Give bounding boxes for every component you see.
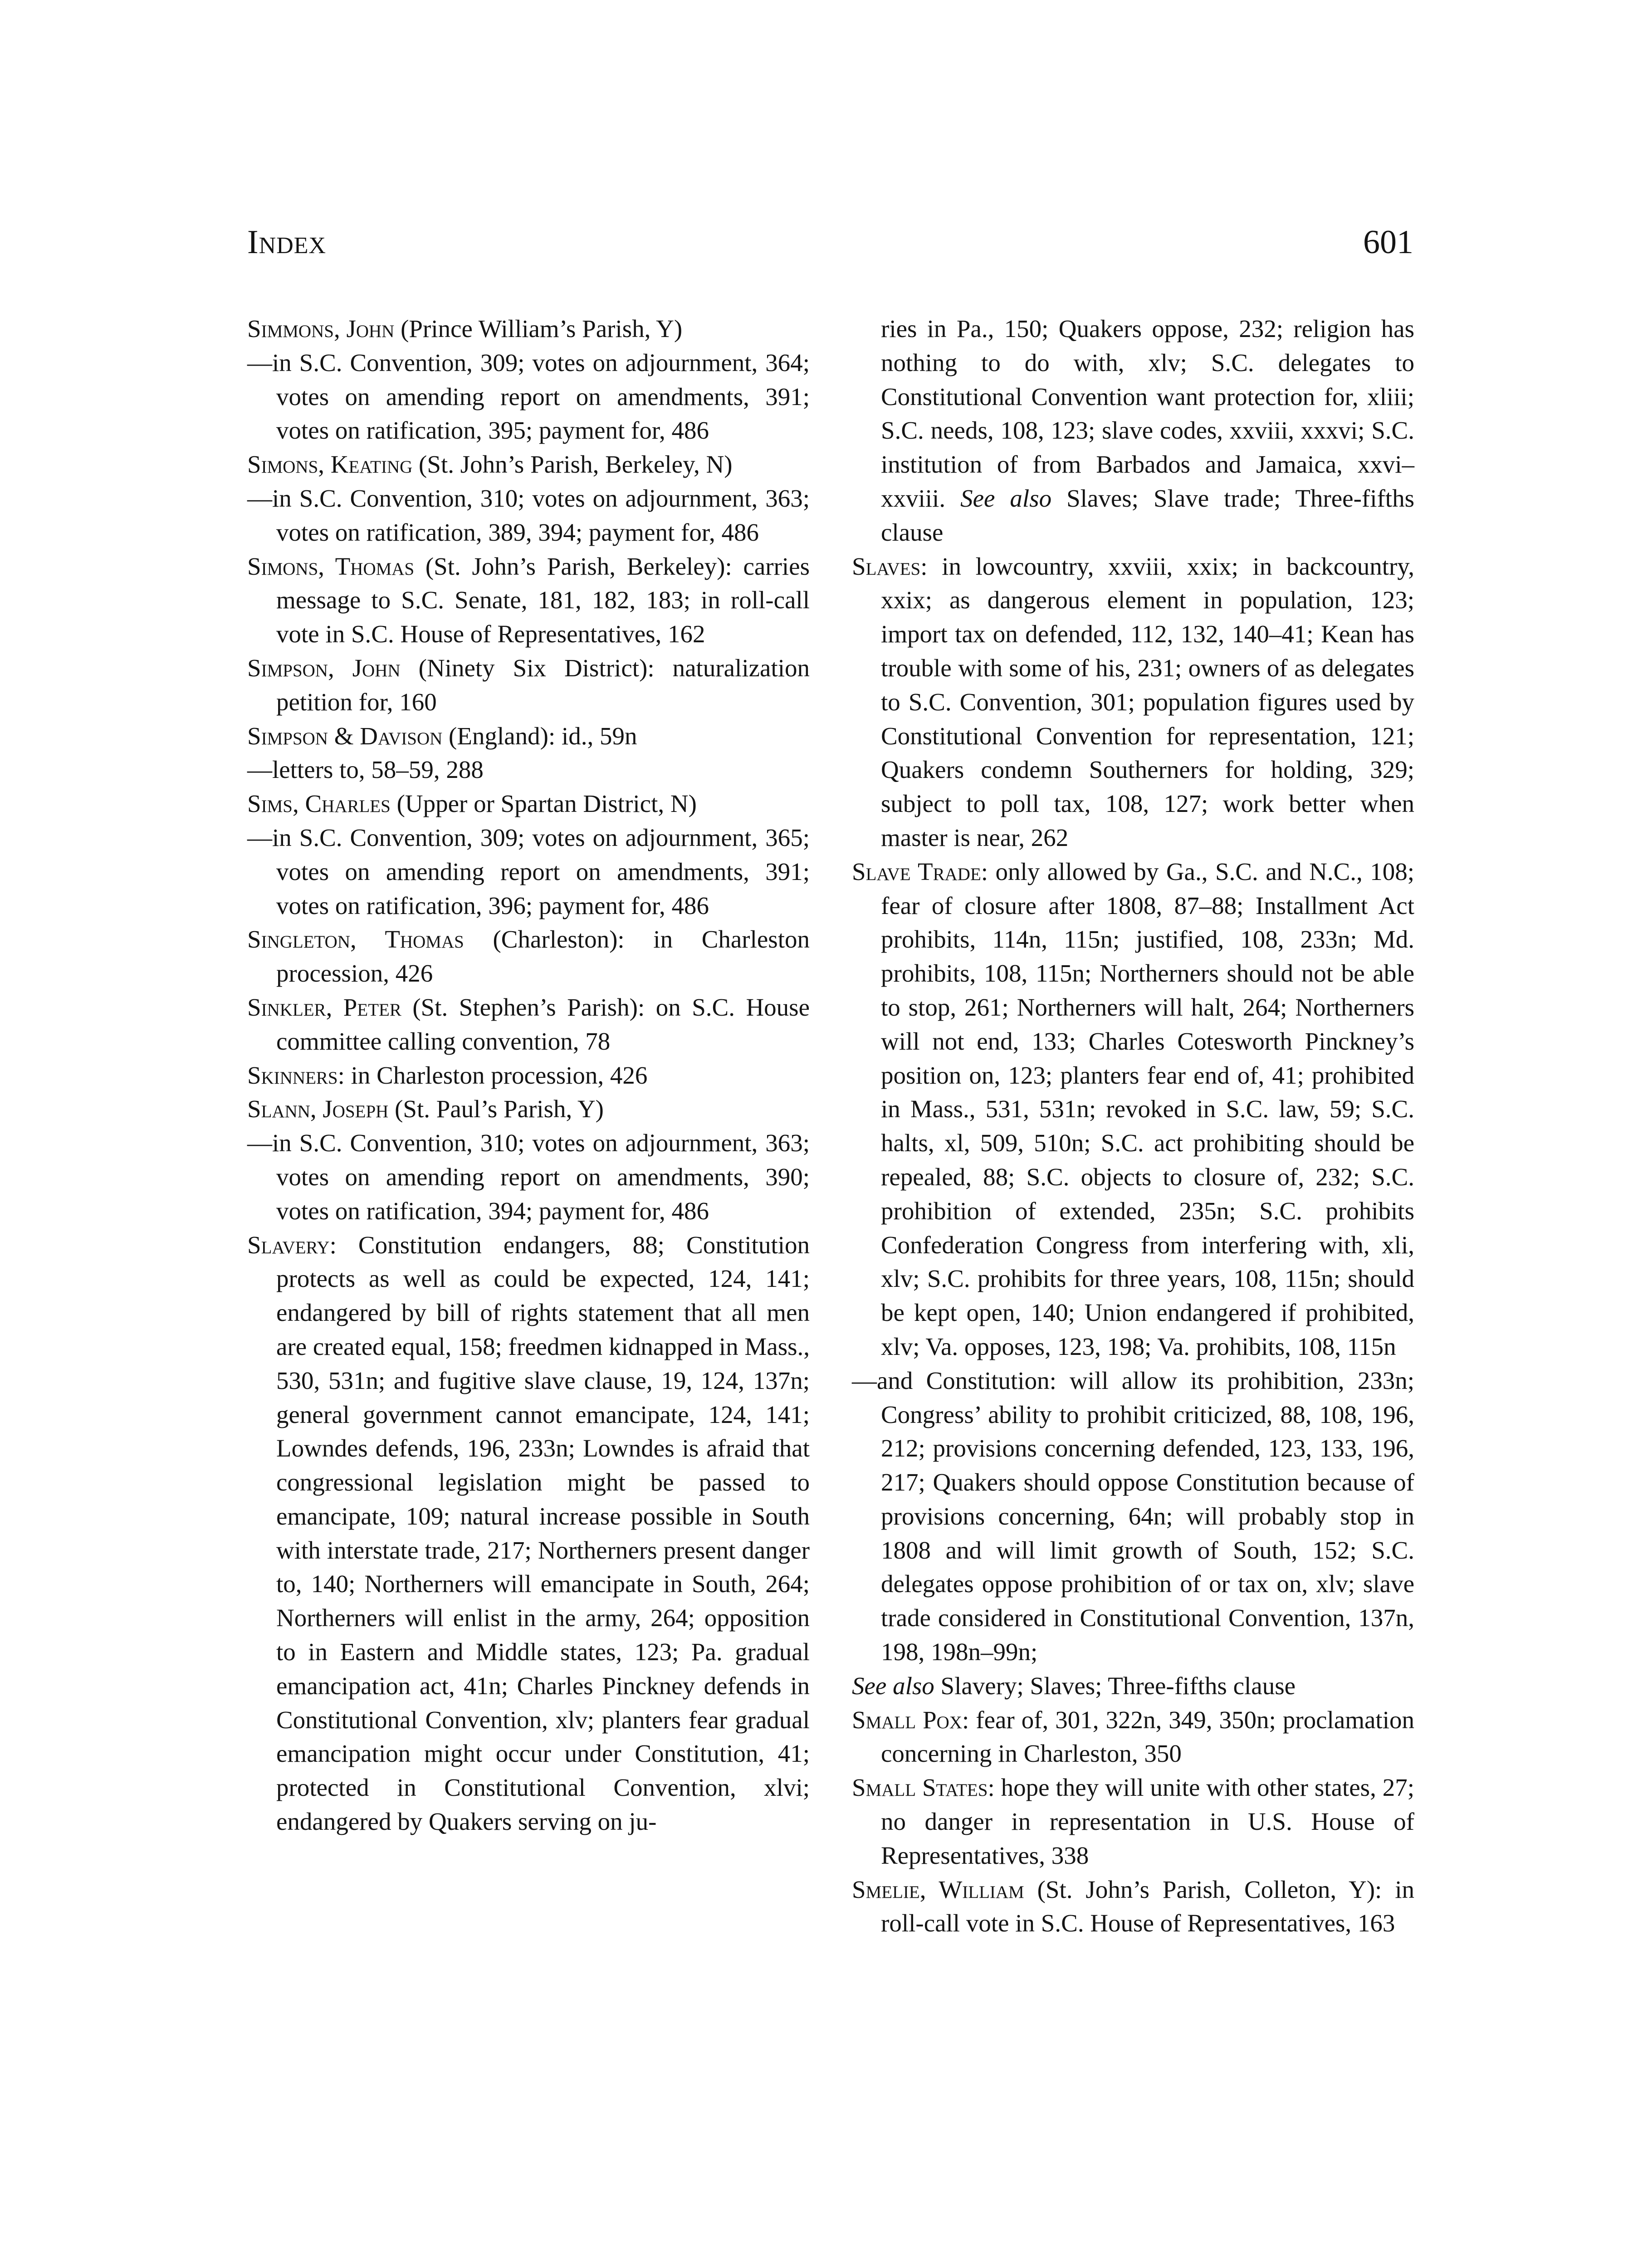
entry-text: ries in Pa., 150; Quakers oppose, 232; religion has nothing to do with, xlv; S.C. delegates to Constitutional Convention want protection for, xliii; S.C. needs, 108, 123; slave codes, xxviii, xxxvi; S.C. institution of from Barbados and Jamaica, xxvi–xxviii. [881, 315, 1414, 512]
running-head [247, 223, 1413, 262]
entry-text: (Charleston): in Charleston procession, 426 [276, 925, 810, 987]
entry-text: (St. John’s Parish, Berkeley, N) [412, 450, 733, 479]
entry-headword: Slaves [852, 552, 921, 580]
entry-text: (St. John’s Parish, Berkeley): carries message to S.C. Senate, 181, 182, 183; in roll-call vote in S.C. House of Representatives, 162 [276, 552, 810, 648]
entry-text: : fear of, 301, 322n, 349, 350n; proclamation concerning in Charleston, 350 [881, 1706, 1414, 1768]
index-entry-continuation [852, 312, 1414, 550]
entry-text: (Ninety Six District): naturalization petition for, 160 [276, 654, 810, 716]
index-entry [852, 550, 1414, 855]
entry-text: (Prince William’s Parish, Y) [394, 315, 683, 342]
running-head-title: Index [247, 224, 327, 261]
entry-headword: Singleton, Thomas [247, 925, 464, 953]
entry-text: —and Constitution: will allow its prohibition, 233n; Congress’ ability to prohibit criticized, 88, 108, 196, 212; provisions concerning defended, 123, 133, 196, 217; Quakers should oppose Constitution because of provisions concerning, 64n; will probably stop in 1808 and will limit growth of South, 152; S.C. delegates oppose prohibition of or tax on, xlv; slave trade considered in Constitutional Convention, 137n, 198, 198n–99n; [852, 1366, 1414, 1666]
index-entry [247, 1059, 810, 1093]
entry-text: : Constitution endangers, 88; Constitution protects as well as could be expected, 124, 141; endangered by bill of rights statement that all men are created equal, 158; freedmen kidnapped in Mass., 530, 531n; and fugitive slave clause, 19, 124, 137n; general government cannot emancipate, 124, 141; Lowndes defends, 196, 233n; Lowndes is afraid that congressional legislation might be passed to emancipate, 109; natural increase possible in South with interstate trade, 217; Northerners present danger to, 140; Northerners will emancipate in South, 264; Northerners will enlist in the army, 264; opposition to in Eastern and Middle states, 123; Pa. gradual emancipation act, 41n; Charles Pinckney defends in Constitutional Convention, xlv; planters fear gradual emancipation might occur under Constitution, 41; protected in Constitutional Convention, xlvi; endangered by Quakers serving on ju- [276, 1231, 810, 1836]
entry-headword: Small States [852, 1774, 988, 1802]
index-entry [247, 550, 810, 651]
index-subentry [247, 1126, 810, 1228]
entry-headword: Small Pox [852, 1706, 962, 1734]
index-subentry [247, 821, 810, 923]
index-entry [247, 719, 810, 753]
index-entry [852, 1873, 1414, 1941]
index-subentry [247, 482, 810, 550]
index-subentry [247, 346, 810, 448]
entry-text: —in S.C. Convention, 310; votes on adjournment, 363; votes on ratification, 389, 394; payment for, 486 [247, 484, 810, 546]
entry-text: —letters to, 58–59, 288 [247, 756, 484, 784]
index-entry [247, 1092, 810, 1126]
index-entry [247, 923, 810, 991]
entry-headword: Slavery [247, 1231, 330, 1259]
entry-text: (St. Paul’s Parish, Y) [388, 1095, 604, 1123]
index-entry [247, 651, 810, 719]
entry-headword: Simons, Keating [247, 450, 413, 479]
index-entry [247, 991, 810, 1059]
left-column [247, 312, 810, 1839]
see-also-text: Slavery; Slaves; Three-fifths clause [934, 1672, 1296, 1700]
entry-headword: Sims, Charles [247, 790, 391, 818]
see-also-label: See also [960, 484, 1052, 512]
entry-headword: Sinkler, Peter [247, 993, 401, 1021]
entry-text: (Upper or Spartan District, N) [390, 790, 697, 818]
index-entry [852, 1703, 1414, 1771]
entry-text: —in S.C. Convention, 310; votes on adjournment, 363; votes on amending report on amendments, 390; votes on ratification, 394; payment for, 486 [247, 1129, 810, 1225]
entry-headword: Slann, Joseph [247, 1095, 389, 1123]
page-number: 601 [1363, 224, 1413, 261]
see-also-text: Slaves; Slave trade; Three-fifths clause [881, 484, 1414, 546]
index-entry [852, 1771, 1414, 1872]
index-entry [852, 855, 1414, 1364]
see-also-label: See also [852, 1672, 934, 1700]
entry-text: : only allowed by Ga., S.C. and N.C., 108; fear of closure after 1808, 87–88; Installment Act prohibits, 114n, 115n; justified, 108, 233n; Md. prohibits, 108, 115n; Northerners should not be able to stop, 261; Northerners will halt, 264; Northerners will not end, 133; Charles Cotesworth Pinckney’s position on, 123; planters fear end of, 41; prohibited in Mass., 531, 531n; revoked in S.C. law, 59; S.C. halts, xl, 509, 510n; S.C. act prohibiting should be repealed, 88; S.C. objects to closure of, 232; S.C. prohibition of extended, 235n; S.C. prohibits Confederation Congress from interfering with, xli, xlv; S.C. prohibits for three years, 108, 115n; should be kept open, 140; Union endangered if prohibited, xlv; Va. opposes, 123, 198; Va. prohibits, 108, 115n [881, 857, 1414, 1360]
entry-text: —in S.C. Convention, 309; votes on adjournment, 365; votes on amending report on amendments, 391; votes on ratification, 396; payment for, 486 [247, 823, 810, 919]
index-subentry [247, 753, 810, 787]
right-column [852, 312, 1414, 1941]
index-entry [247, 448, 810, 482]
entry-text: (St. Stephen’s Parish): on S.C. House committee calling convention, 78 [276, 993, 810, 1055]
index-entry [247, 787, 810, 821]
entry-text: —in S.C. Convention, 309; votes on adjournment, 364; votes on amending report on amendments, 391; votes on ratification, 395; payment for, 486 [247, 348, 810, 445]
entry-headword: Simmons, John [247, 315, 395, 342]
entry-text: : hope they will unite with other states, 27; no danger in representation in U.S. House of Representatives, 338 [881, 1774, 1414, 1869]
entry-text: : in Charleston procession, 426 [337, 1061, 648, 1089]
entry-headword: Simons, Thomas [247, 552, 415, 580]
entry-headword: Smelie, William [852, 1875, 1024, 1903]
entry-headword: Skinners [247, 1061, 338, 1089]
index-subentry [852, 1364, 1414, 1669]
entry-text: : in lowcountry, xxviii, xxix; in backcountry, xxix; as dangerous element in population, 123; import tax on defended, 112, 132, 140–41; Kean has trouble with some of his, 231; owners of as delegates to S.C. Convention, 301; population figures used by Constitutional Convention for representation, 121; Quakers condemn Southerners for holding, 329; subject to poll tax, 108, 127; work better when master is near, 262 [881, 552, 1414, 851]
entry-headword: Slave Trade [852, 857, 981, 885]
entry-text: (England): id., 59n [442, 722, 637, 750]
index-entry [247, 1228, 810, 1839]
entry-text: (St. John’s Parish, Colleton, Y): in roll-call vote in S.C. House of Representatives, 163 [881, 1875, 1414, 1937]
entry-headword: Simpson & Davison [247, 722, 443, 750]
index-entry [247, 312, 810, 346]
entry-headword: Simpson, John [247, 654, 401, 682]
see-also-line [852, 1669, 1414, 1703]
